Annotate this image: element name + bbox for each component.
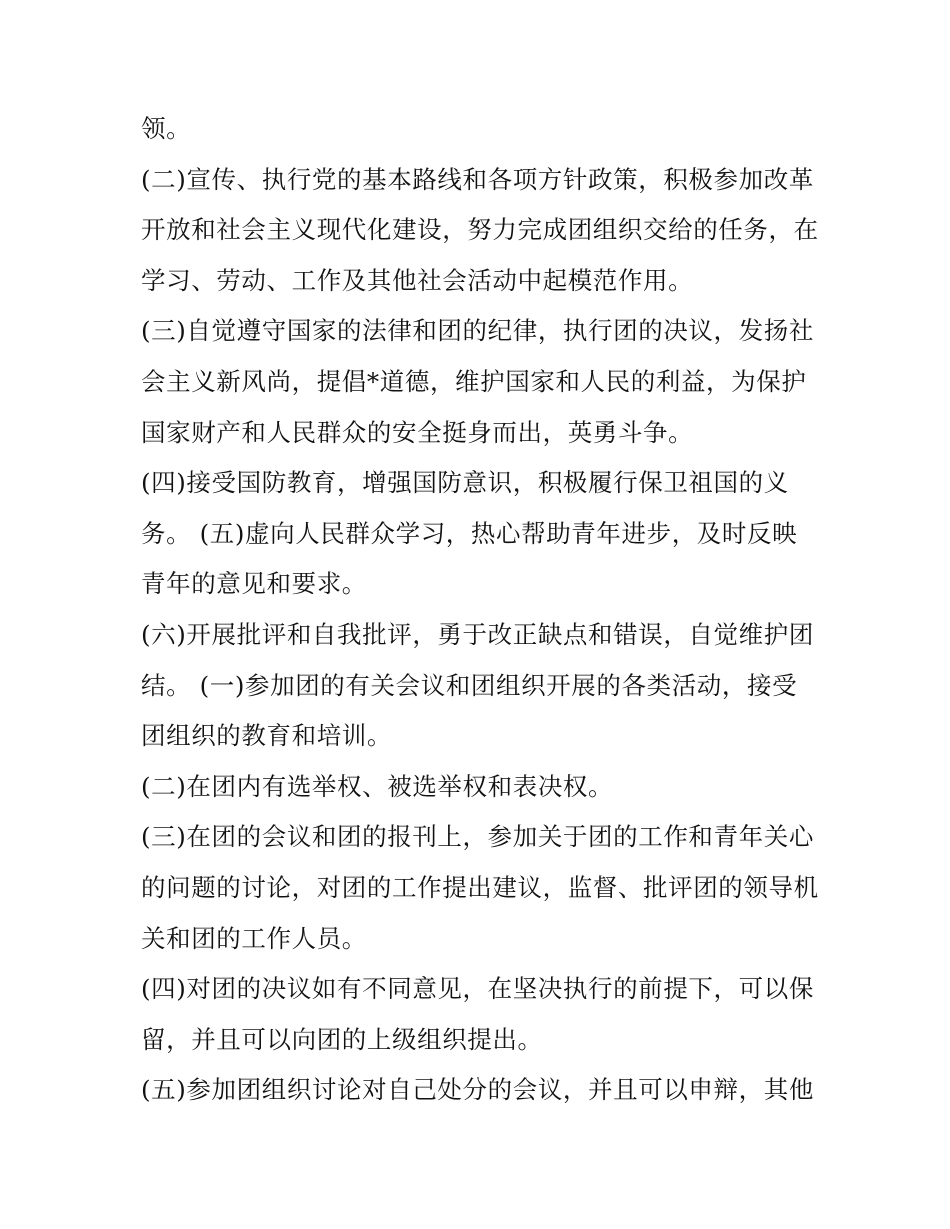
document-body bbox=[141, 104, 821, 1116]
text-line: 学习、劳动、工作及其他社会活动中起模范作用。 bbox=[141, 265, 694, 295]
text-line: (四)对团的决议如有不同意见，在坚决执行的前提下，可以保 bbox=[141, 974, 814, 1004]
text-line: (三)自觉遵守国家的法律和团的纪律，执行团的决议，发扬社 bbox=[141, 316, 814, 346]
text-line: 会主义新风尚，提倡*道德，维护国家和人民的利益，为保护 bbox=[141, 366, 807, 396]
text-line: (二)宣传、执行党的基本路线和各项方针政策，积极参加改革 bbox=[141, 164, 814, 194]
text-line: 团组织的教育和培训。 bbox=[141, 721, 392, 751]
text-line: 务。 (五)虚向人民群众学习，热心帮助青年进步，及时反映 bbox=[141, 518, 798, 548]
text-line: (四)接受国防教育，增强国防意识，积极履行保卫祖国的义 bbox=[141, 468, 789, 498]
text-line: 关和团的工作人员。 bbox=[141, 923, 367, 953]
text-line: 国家财产和人民群众的安全挺身而出，英勇斗争。 bbox=[141, 417, 694, 447]
text-line: 青年的意见和要求。 bbox=[141, 569, 367, 599]
text-line: (五)参加团组织讨论对自己处分的会议，并且可以申辩，其他 bbox=[141, 1075, 814, 1105]
text-line: 留，并且可以向团的上级组织提出。 bbox=[141, 1024, 543, 1054]
text-line: (三)在团的会议和团的报刊上，参加关于团的工作和青年关心 bbox=[141, 822, 814, 852]
text-line: 开放和社会主义现代化建设，努力完成团组织交给的任务，在 bbox=[141, 215, 819, 245]
text-line: (六)开展批评和自我批评，勇于改正缺点和错误，自觉维护团 bbox=[141, 619, 814, 649]
text-line: 结。 (一)参加团的有关会议和团组织开展的各类活动，接受 bbox=[141, 670, 798, 700]
text-line: 领。 bbox=[141, 114, 192, 143]
text-line: (二)在团内有选举权、被选举权和表决权。 bbox=[141, 771, 614, 801]
text-line: 的问题的讨论，对团的工作提出建议，监督、批评团的领导机 bbox=[141, 872, 819, 902]
